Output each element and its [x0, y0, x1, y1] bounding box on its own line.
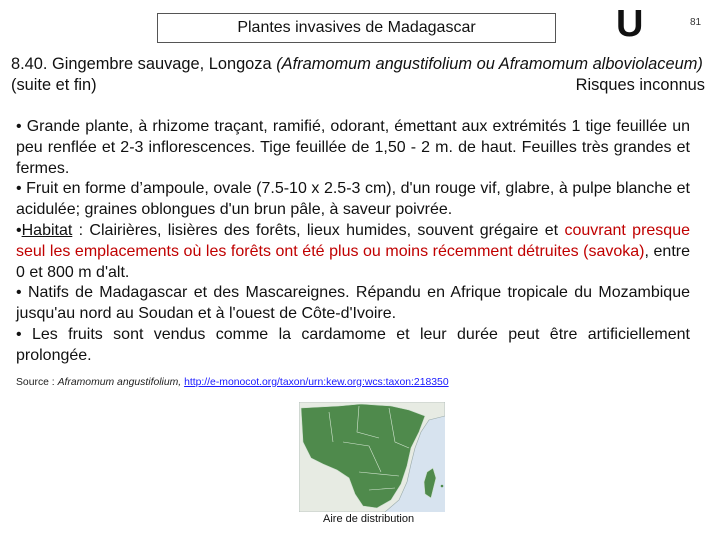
title-scientific-names: (Aframomum angustifolium ou Aframomum alboviolaceum)	[276, 55, 703, 73]
habitat-text-a: : Clairières, lisières des forêts, lieux humides, souvent grégaire et	[72, 221, 565, 239]
habitat-highlight: couvrant presque seul les emplacements où les forêts ont été plus ou moins récemment détruites (savoka)	[16, 221, 690, 260]
habitat-label: Habitat	[21, 221, 73, 239]
page-title	[11, 54, 707, 96]
header-title-box	[157, 13, 556, 43]
paragraph-fruit: • Fruit en forme d’ampoule, ovale (7.5-10 x 2.5-3 cm), d'un rouge vif, glabre, à pulpe blanche et acidulée; graines oblongues d'un brun pâle, à saveur poivrée.	[16, 180, 690, 219]
map-mascareignes	[441, 485, 444, 488]
paragraph-uses: • Les fruits sont vendus comme la cardamome et leur durée peut être artificiellement prolongée.	[16, 325, 690, 364]
paragraph-distribution: • Natifs de Madagascar et des Mascareignes. Répandu en Afrique tropicale du Mozambique jusqu'au nord au Soudan et à l'ouest de Côte-d'Ivoire.	[16, 284, 690, 323]
page-number: 81	[690, 17, 702, 28]
map-caption: Aire de distribution	[323, 513, 415, 525]
paragraph-plant: • Grande plante, à rhizome traçant, ramifié, odorant, émettant aux extrémités 1 tige feuillée un peu renflée et 2-3 inflorescences. Tige feuillée de 1,50 - 2 m. de haut. Feuilles très grandes et fermes.	[16, 118, 690, 177]
title-prefix: 8.40. Gingembre sauvage, Longoza	[11, 55, 272, 73]
risk-label: Risques inconnus	[575, 76, 705, 94]
habitat-text-b: , entre 0 et 800 m d'alt.	[16, 242, 690, 281]
source-link[interactable]: http://e-monocot.org/taxon/urn:kew.org:wcs:taxon:218350	[184, 377, 449, 388]
source-label: Source :	[16, 377, 58, 388]
title-suffix: (suite et fin)	[11, 76, 97, 94]
paragraph-habitat	[16, 221, 690, 283]
source-species: Aframomum angustifolium,	[57, 377, 182, 388]
distribution-map	[299, 402, 445, 512]
source-line	[16, 377, 449, 388]
description-body	[16, 117, 690, 367]
habitat-bullet: •	[16, 221, 22, 239]
header-title: Plantes invasives de Madagascar	[237, 19, 476, 36]
status-badge: U	[616, 3, 644, 45]
